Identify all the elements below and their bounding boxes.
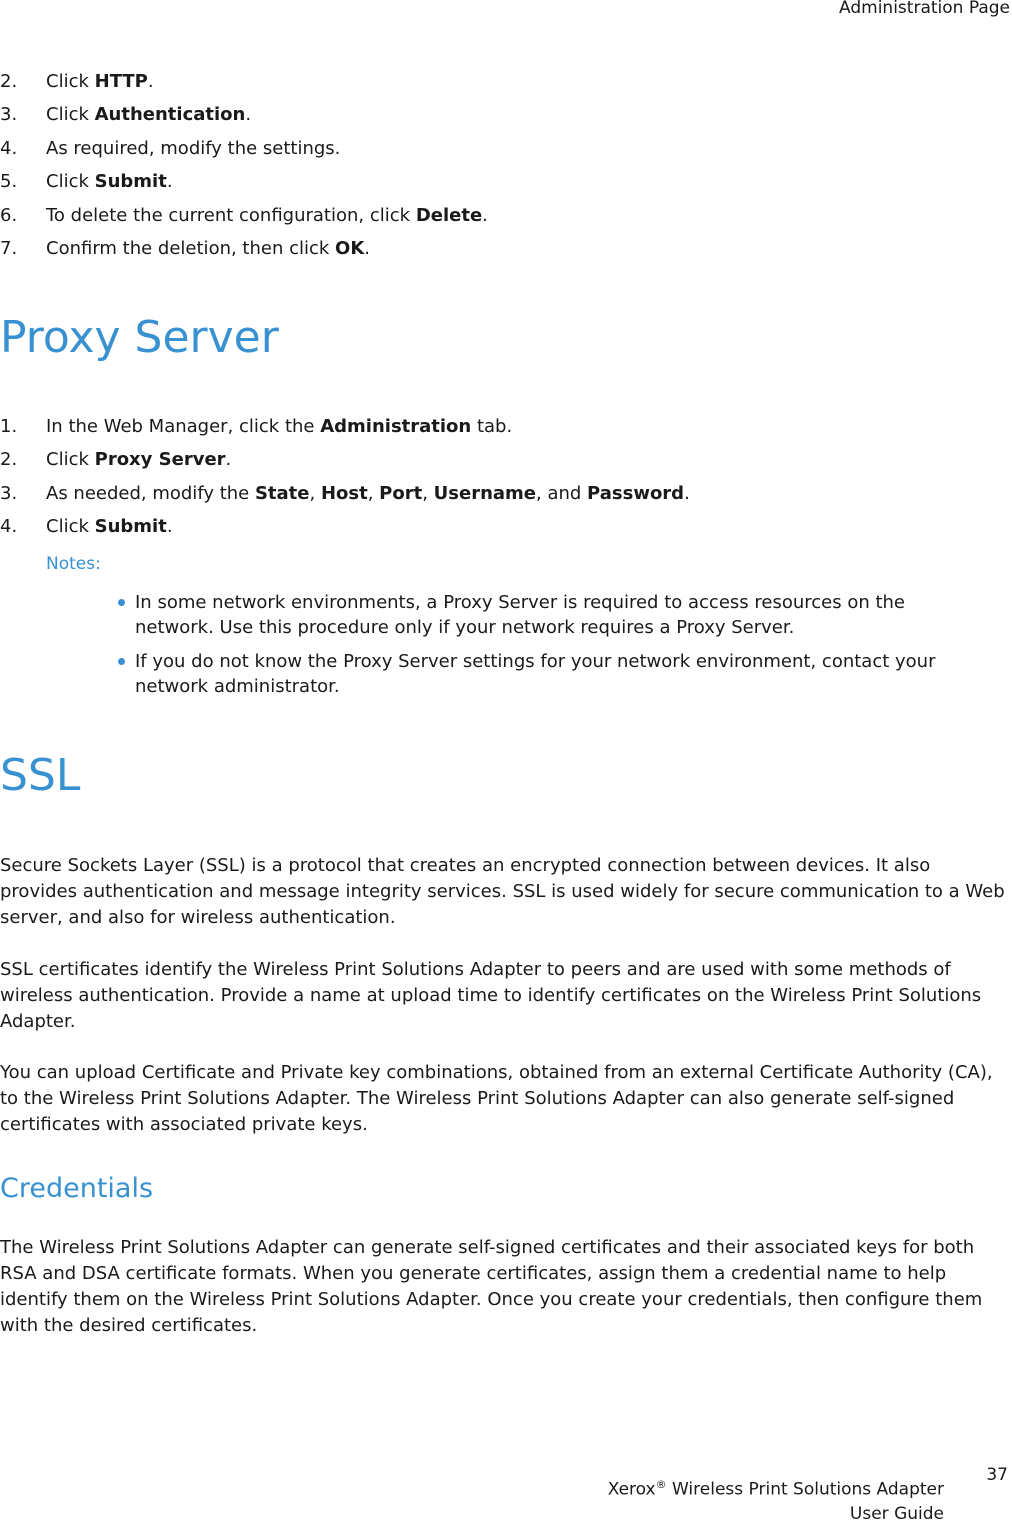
step-number: 3. xyxy=(0,482,18,504)
bullet-icon xyxy=(118,599,125,606)
page-number: 37 xyxy=(986,1465,1008,1485)
step-number: 4. xyxy=(0,516,18,538)
bullet-icon xyxy=(118,658,125,665)
note-text: In some network environments, a Proxy Server is required to access resources on the network. Use this procedure only if your network requires a Proxy Server. xyxy=(135,592,906,638)
credentials-paragraph: The Wireless Print Solutions Adapter can generate self-signed certificates and their associated keys for both RSA and DSA certificate formats. When you generate certificates, assign them a credential name to help identify them on the Wireless Print Solutions Adapter. Once you create your credentials, then configure them with the desired certificates. xyxy=(0,1237,983,1336)
note-text: If you do not know the Proxy Server settings for your network environment, contact your network administrator. xyxy=(135,651,936,697)
step-number: 3. xyxy=(0,104,18,126)
note-item xyxy=(0,649,985,699)
footer xyxy=(608,1473,944,1526)
step-text: In the Web Manager, click the Administration tab. xyxy=(46,416,513,437)
step-text: As needed, modify the State, Host, Port, Username, and Password. xyxy=(46,482,690,504)
ssl-paragraph: SSL certificates identify the Wireless Print Solutions Adapter to peers and are used with some methods of wireless authentication. Provide a name at upload time to identify certificates on the Wireless Print Solutions Adapter. xyxy=(0,959,982,1032)
notes-list xyxy=(0,590,1000,708)
step-number: 2. xyxy=(0,449,18,471)
running-header: Administration Page xyxy=(839,0,1010,18)
step-text: Click Authentication. xyxy=(46,104,252,126)
proxy-server-heading: Proxy Server xyxy=(0,312,279,363)
step-text: Click HTTP. xyxy=(46,71,154,92)
ssl-heading: SSL xyxy=(0,750,81,801)
step-number: 5. xyxy=(0,171,18,193)
ssl-paragraph: Secure Sockets Layer (SSL) is a protocol that creates an encrypted connection between devices. It also provides authentication and message integrity services. SSL is used widely for secure communication to a Web server, and also for wireless authentication. xyxy=(0,855,1005,928)
footer-product: Xerox® Wireless Print Solutions Adapter xyxy=(607,1478,944,1500)
step-number: 1. xyxy=(0,416,18,437)
notes-label: Notes: xyxy=(46,554,101,574)
step-text: Click Proxy Server. xyxy=(46,449,232,471)
credentials-heading: Credentials xyxy=(0,1173,154,1204)
step-number: 2. xyxy=(0,71,18,92)
step-text: To delete the current configuration, click Delete. xyxy=(46,204,488,226)
step-number: 4. xyxy=(0,137,18,159)
step-text: Confirm the deletion, then click OK. xyxy=(46,237,371,259)
note-item xyxy=(0,590,985,640)
step-text: As required, modify the settings. xyxy=(46,137,341,159)
step-number: 6. xyxy=(0,204,18,226)
step-number: 7. xyxy=(0,237,18,259)
footer-doc-type: User Guide xyxy=(849,1503,944,1524)
step-text: Click Submit. xyxy=(46,516,173,538)
ssl-paragraph: You can upload Certificate and Private key combinations, obtained from an external Certificate Authority (CA), to the Wireless Print Solutions Adapter. The Wireless Print Solutions Adapter can also generate self-signed certificates with associated private keys. xyxy=(0,1062,993,1135)
step-text: Click Submit. xyxy=(46,171,173,193)
